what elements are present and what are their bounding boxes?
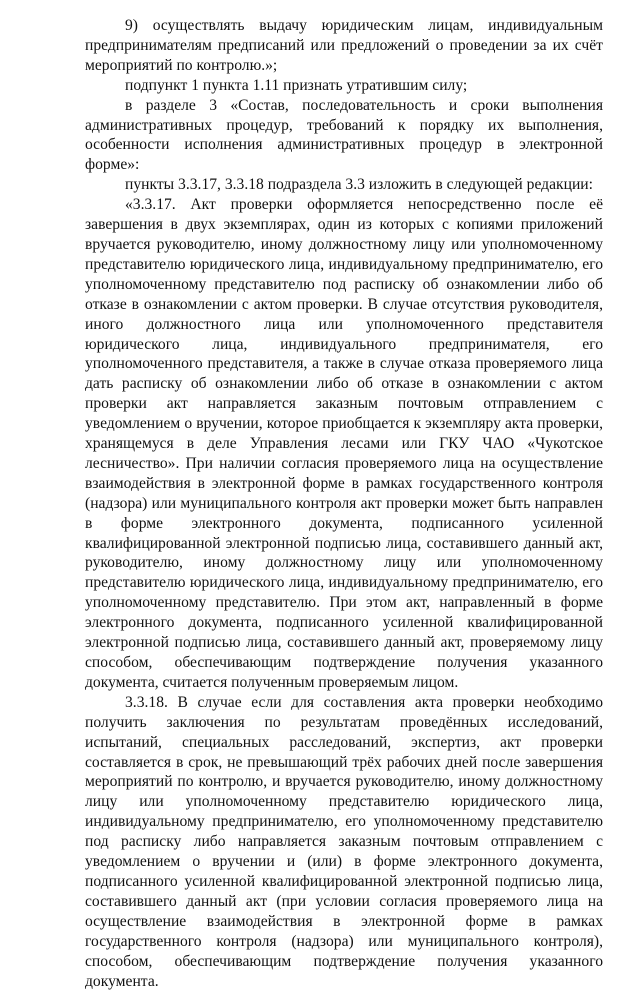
paragraph-points-intro: пункты 3.3.17, 3.3.18 подраздела 3.3 изложить в следующей редакции: (125, 176, 593, 194)
paragraph-section-3: в разделе 3 «Состав, последовательность и сроки выполнения административных процедур, требований к порядку их выполнения, особенности исполнения административных процедур в электронной форме»: (85, 96, 603, 174)
paragraph-subpoint-1-11: подпункт 1 пункта 1.11 признать утратившим силу; (125, 76, 468, 94)
document-body (85, 16, 603, 991)
paragraph-item-9: 9) осуществлять выдачу юридическим лицам, индивидуальным предпринимателям предписаний или предложений о проведении за их счёт мероприятий по контролю.»; (85, 17, 603, 74)
paragraph-3-3-17: «3.3.17. Акт проверки оформляется непосредственно после её завершения в двух экземплярах, один из которых с копиями приложений вручается руководителю, иному должностному лицу или уполномоченному представителю юридического лица, индивидуальному предпринимателю, его уполномоченному представителю под расписку об ознакомлении либо об отказе в ознакомлении с актом проверки. В случае отсутствия руководителя, иного должностного лица или уполномоченного представителя юридического лица, индивидуального предпринимателя, его уполномоченного представителя, а также в случае отказа проверяемого лица дать расписку об ознакомлении либо об отказе в ознакомлении с актом проверки акт направляется заказным почтовым отправлением с уведомлением о вручении, которое приобщается к экземпляру акта проверки, хранящемуся в деле Управления лесами или ГКУ ЧАО «Чукотское лесничество». При наличии согласия проверяемого лица на осуществление взаимодействия в электронной форме в рамках государственного контроля (надзора) или муниципального контроля акт проверки может быть направлен в форме электронного документа, подписанного усиленной квалифицированной электронной подписью лица, составившего данный акт, руководителю, иному должностному лицу или уполномоченному представителю юридического лица, индивидуальному предпринимателю, его уполномоченному представителю. При этом акт, направленный в форме электронного документа, подписанного усиленной квалифицированной электронной подписью лица, составившего данный акт, проверяемому лицу способом, обеспечивающим подтверждение получения указанного документа, считается полученным проверяемым лицом. (85, 196, 603, 691)
paragraph-3-3-18: 3.3.18. В случае если для составления акта проверки необходимо получить заключения по результатам проведённых исследований, испытаний, специальных расследований, экспертиз, акт проверки составляется в срок, не превышающий трёх рабочих дней после завершения мероприятий по контролю, и вручается руководителю, иному должностному лицу или уполномоченному представителю юридического лица, индивидуальному предпринимателю, его уполномоченному представителю под расписку либо направляется заказным почтовым отправлением с уведомлением о вручении и (или) в форме электронного документа, подписанного усиленной квалифицированной электронной подписью лица, составившего данный акт (при условии согласия проверяемого лица на осуществление взаимодействия в электронной форме в рамках государственного контроля (надзора) или муниципального контроля), способом, обеспечивающим подтверждение получения указанного документа. (85, 693, 603, 990)
